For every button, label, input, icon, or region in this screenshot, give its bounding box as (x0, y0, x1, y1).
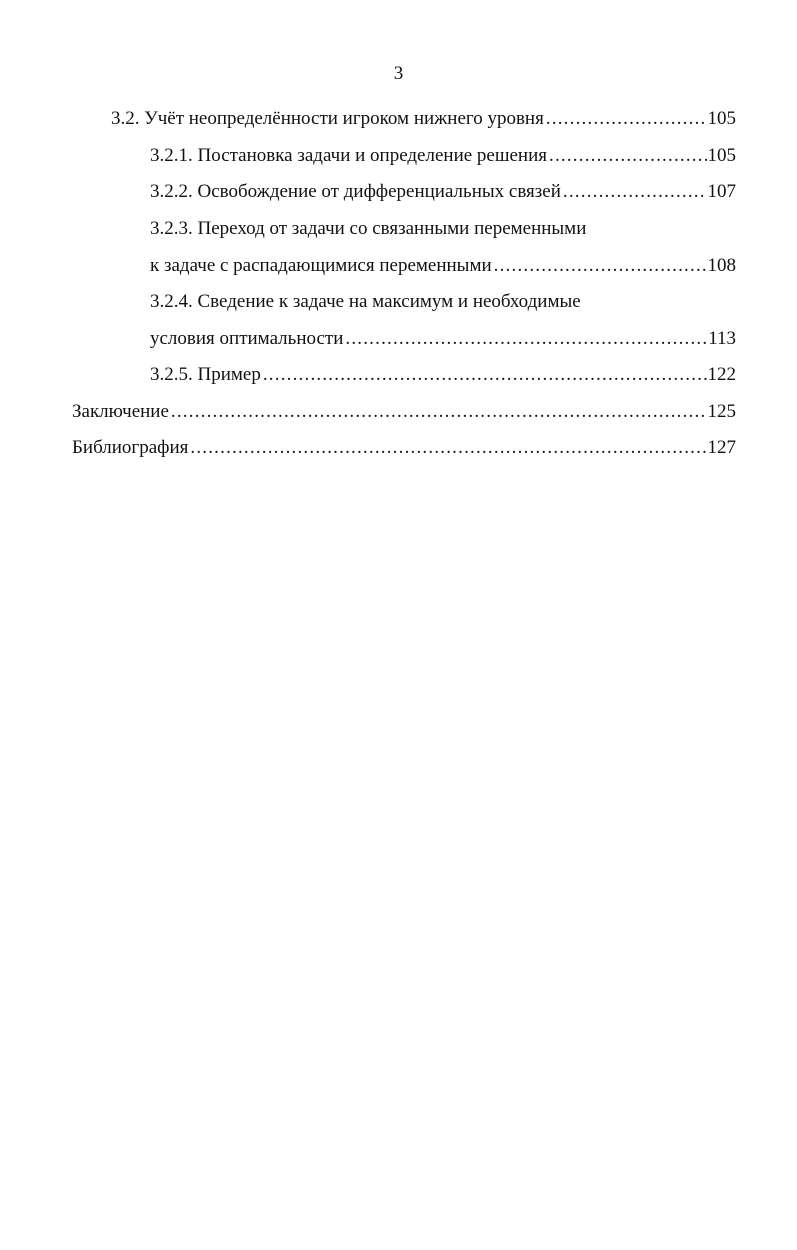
dot-leader (563, 180, 707, 204)
toc-entry-3-2-4-line-1 (150, 290, 581, 314)
toc-entry-title: 3.2.3. Переход от задачи со связанными переменными (150, 218, 587, 239)
toc-entry-conclusion (72, 400, 736, 424)
toc-entry-3-2-4-line-2 (150, 327, 736, 351)
toc-entry-bibliography (72, 436, 736, 460)
toc-entry-title: 3.2.4. Сведение к задаче на максимум и необходимые (150, 291, 581, 312)
toc-entry-title: 3.2.2. Освобождение от дифференциальных связей (150, 181, 561, 202)
dot-leader (546, 107, 707, 131)
dot-leader (190, 436, 706, 460)
toc-entry-page: 127 (707, 437, 736, 458)
toc-entry-3-2-3-line-1 (150, 217, 586, 241)
toc-entry-page: 113 (708, 328, 736, 349)
toc-entry-3-2-5 (150, 363, 736, 387)
toc-entry-page: 125 (707, 401, 736, 422)
toc-entry-page: 105 (707, 145, 736, 166)
toc-entry-title: к задаче с распадающимися переменными (150, 255, 492, 276)
dot-leader (263, 363, 707, 387)
toc-entry-title: условия оптимальности (150, 328, 344, 349)
toc-entry-page: 108 (707, 255, 736, 276)
toc-entry-title: 3.2. Учёт неопределённости игроком нижнего уровня (111, 108, 544, 129)
dot-leader (345, 327, 707, 351)
dot-leader (549, 144, 707, 168)
toc-entry-3-2 (111, 107, 736, 131)
toc-entry-page: 107 (707, 181, 736, 202)
toc-entry-title: 3.2.5. Пример (150, 364, 261, 385)
toc-entry-title: Библиография (72, 437, 189, 458)
toc-entry-page: 105 (707, 108, 736, 129)
page-number: 3 (393, 63, 404, 84)
toc-entry-page: 122 (707, 364, 736, 385)
toc-entry-3-2-2 (150, 180, 736, 204)
toc-entry-3-2-3-line-2 (150, 254, 736, 278)
toc-entry-3-2-1 (150, 144, 736, 168)
dot-leader (171, 400, 707, 424)
toc-entry-title: 3.2.1. Постановка задачи и определение решения (150, 145, 547, 166)
dot-leader (494, 254, 707, 278)
toc-entry-title: Заключение (72, 401, 169, 422)
